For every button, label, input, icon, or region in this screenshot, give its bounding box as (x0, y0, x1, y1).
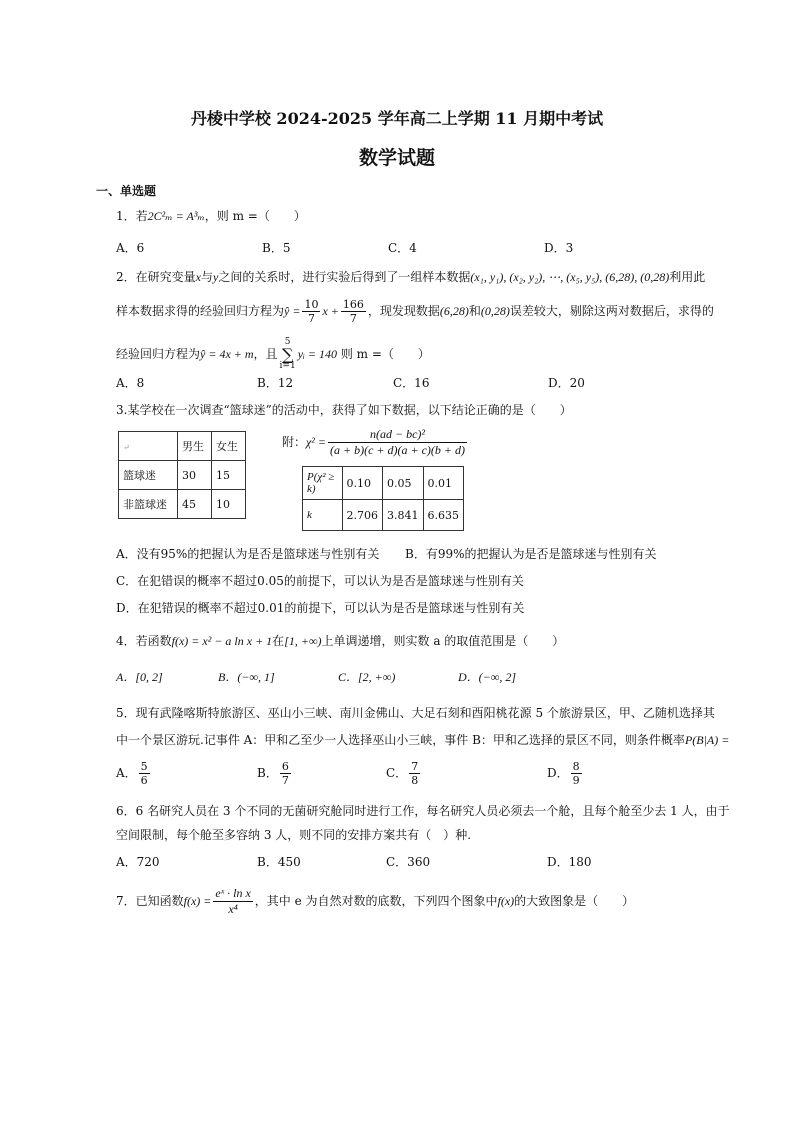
question-4-stem: 4．若函数f(x) = x² − a ln x + 1在[1, +∞)上单调递增，则实数 a 的取值范围是（ ） (116, 634, 565, 648)
q6-option-c[interactable]: C．360 (386, 855, 431, 869)
q5-option-a[interactable]: A． $\frac{5}{6}$ (116, 760, 148, 787)
q4-option-d[interactable]: D．(−∞, 2] (458, 670, 516, 684)
fraction: $\frac{166}{7}$ (342, 298, 364, 325)
q3-option-d[interactable]: D．在犯错误的概率不超过0.01的前提下，可以认为是否是篮球迷与性别有关 (116, 601, 525, 615)
summation: 5 ∑ i=1 (279, 337, 296, 371)
q6-option-b[interactable]: B．450 (257, 855, 301, 869)
q5-option-b[interactable]: B． $\frac{6}{7}$ (257, 760, 289, 787)
question-2-line1: 2．在研究变量x与y之间的关系时，进行实验后得到了一组样本数据(x₁, y₁), (x₂, y₂), ⋯, (x₅, y₅), (6,28), (0,28)利用此 (116, 270, 706, 284)
q3-option-a[interactable]: A．没有95%的把握认为是否是篮球迷与性别有关 (116, 547, 380, 561)
q6-option-d[interactable]: D．180 (547, 855, 592, 869)
q2-option-b[interactable]: B．12 (257, 376, 294, 390)
q2-option-a[interactable]: A．8 (116, 376, 145, 390)
q1-option-b[interactable]: B．5 (262, 241, 291, 255)
q3-option-c[interactable]: C．在犯错误的概率不超过0.05的前提下，可以认为是否是篮球迷与性别有关 (116, 574, 524, 588)
table-row: P(χ² ≥ k) 0.10 0.05 0.01 (303, 467, 464, 500)
table-row: 篮球迷 30 15 (119, 461, 246, 490)
question-5-line2: 中一个景区游玩.记事件 A：甲和乙至少一人选择巫山小三峡，事件 B：甲和乙选择的景区不同，则条件概率P(B|A) = (116, 733, 730, 747)
q1-option-d[interactable]: D．3 (544, 241, 574, 255)
q2-option-c[interactable]: C．16 (393, 376, 430, 390)
question-6-line2: 空间限制，每个舱至多容纳 3 人，则不同的安排方案共有（ ）种. (116, 828, 472, 842)
table-row: k 2.706 3.841 6.635 (303, 500, 464, 531)
table-row: 非篮球迷 45 10 (119, 490, 246, 519)
q4-option-b[interactable]: B．(−∞, 1] (218, 670, 275, 684)
chi-square-formula: 附：χ² = $\frac{\text{n(ad − bc)²}}{(a + b)(c + d)(a + c)(b + d)}$ (282, 427, 466, 457)
question-2-line2: 样本数据求得的经验回归方程为ŷ = $\frac{10}{7}$ x + $\frac{166}{7}$ ，现发现数据(6,28)和(0,28)误差较大，剔除这两对数据后，求得的 (116, 298, 714, 325)
exam-subtitle: 数学试题 (358, 147, 435, 169)
critical-value-table (302, 466, 464, 531)
exam-title: 丹棱中学校 2024-2025 学年高二上学期 11 月期中考试 (190, 109, 604, 128)
q3-option-b[interactable]: B．有99%的把握认为是否是篮球迷与性别有关 (405, 547, 657, 561)
fraction: $\frac{10}{7}$ (304, 298, 319, 325)
q4-option-a[interactable]: A．[0, 2] (116, 670, 163, 684)
question-1-stem: 1．若2C²ₘ = A³ₘ，则 m =（ ） (116, 209, 306, 223)
q4-option-c[interactable]: C．[2, +∞) (338, 670, 396, 684)
question-6-line1: 6．6 名研究人员在 3 个不同的无菌研究舱同时进行工作，每名研究人员必须去一个舱，且每个舱至少去 1 人，由于 (116, 804, 730, 818)
question-5-line1: 5．现有武隆喀斯特旅游区、巫山小三峡、南川金佛山、大足石刻和酉阳桃花源 5 个旅游景区，甲、乙随机选择其 (116, 706, 715, 720)
question-3-stem: 3.某学校在一次调查“篮球迷”的活动中，获得了如下数据，以下结论正确的是（ ） (116, 403, 572, 417)
survey-table: ↵ 男生 女生 篮球迷 30 15 非篮球迷 45 10 (118, 431, 246, 519)
q5-option-d[interactable]: D． $\frac{8}{9}$ (547, 760, 580, 787)
question-7-stem: 7．已知函数f(x) = $\frac{\text{eˣ · ln x}}{\text{x⁴}}$ ，其中 e 为自然对数的底数，下列四个图象中f(x)的大致图象是（ ） (116, 886, 635, 916)
section-heading: 一、单选题 (96, 184, 157, 198)
q1-option-a[interactable]: A．6 (116, 241, 145, 255)
q1-option-c[interactable]: C．4 (388, 241, 417, 255)
q2-option-d[interactable]: D．20 (548, 376, 585, 390)
q5-option-c[interactable]: C． $\frac{7}{8}$ (386, 760, 419, 787)
question-2-line3: 经验回归方程为ŷ = 4x + m，且 5 ∑ i=1 yᵢ = 140 则 m =（ ） (116, 337, 430, 371)
q6-option-a[interactable]: A．720 (116, 855, 160, 869)
